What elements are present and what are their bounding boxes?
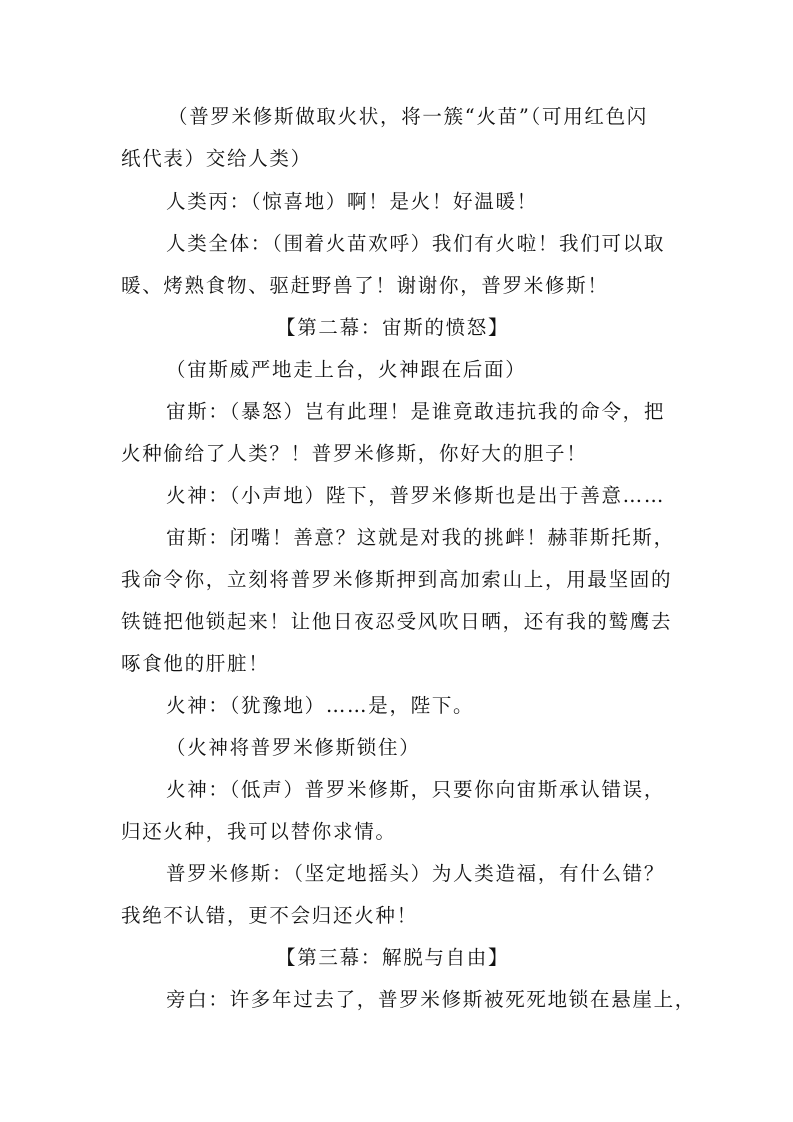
stage-direction: （宙斯威严地走上台，火神跟在后面） bbox=[166, 358, 527, 381]
text-line: 归还火种，我可以替你求情。 bbox=[121, 820, 397, 843]
text-line: 普罗米修斯：（坚定地摇头）为人类造福，有什么错？ bbox=[166, 862, 666, 885]
section-heading: 【第三幕：解脱与自由】 bbox=[276, 946, 510, 969]
text-line: 啄食他的肝脏！ bbox=[121, 652, 270, 675]
text-line: 旁白：许多年过去了，普罗米修斯被死死地锁在悬崖上， bbox=[166, 988, 697, 1011]
text-line: （普罗米修斯做取火状，将一簇“火苗”（可用红色闪 bbox=[168, 105, 648, 128]
text-line: 火神：（犹豫地）……是，陛下。 bbox=[166, 694, 475, 717]
text-line: 宙斯：（暴怒）岂有此理！是谁竟敢违抗我的命令，把 bbox=[166, 400, 666, 423]
text-line: 铁链把他锁起来！让他日夜忍受风吹日晒，还有我的鹫鹰去 bbox=[121, 610, 673, 633]
text-line: 我绝不认错，更不会归还火种！ bbox=[121, 904, 418, 927]
text-line: 宙斯：闭嘴！善意？这就是对我的挑衅！赫菲斯托斯， bbox=[166, 526, 675, 549]
text-line: 人类全体：（围着火苗欢呼）我们有火啦！我们可以取 bbox=[166, 232, 666, 255]
stage-direction: （火神将普罗米修斯锁住） bbox=[166, 736, 421, 759]
section-heading: 【第二幕：宙斯的愤怒】 bbox=[276, 316, 510, 339]
text-line: 火神：（小声地）陛下，普罗米修斯也是出于善意…… bbox=[166, 484, 666, 507]
text-line: 人类丙：（惊喜地）啊！是火！好温暖！ bbox=[166, 190, 538, 213]
text-line: 我命令你，立刻将普罗米修斯押到高加索山上，用最坚固的 bbox=[121, 568, 673, 591]
text-line: 火种偷给了人类？！普罗米修斯，你好大的胆子！ bbox=[121, 442, 588, 465]
text-line: 暖、烤熟食物、驱赶野兽了！谢谢你，普罗米修斯！ bbox=[121, 274, 609, 297]
text-line: 纸代表）交给人类） bbox=[121, 147, 312, 170]
text-line: 火神：（低声）普罗米修斯，只要你向宙斯承认错误， bbox=[166, 778, 666, 801]
